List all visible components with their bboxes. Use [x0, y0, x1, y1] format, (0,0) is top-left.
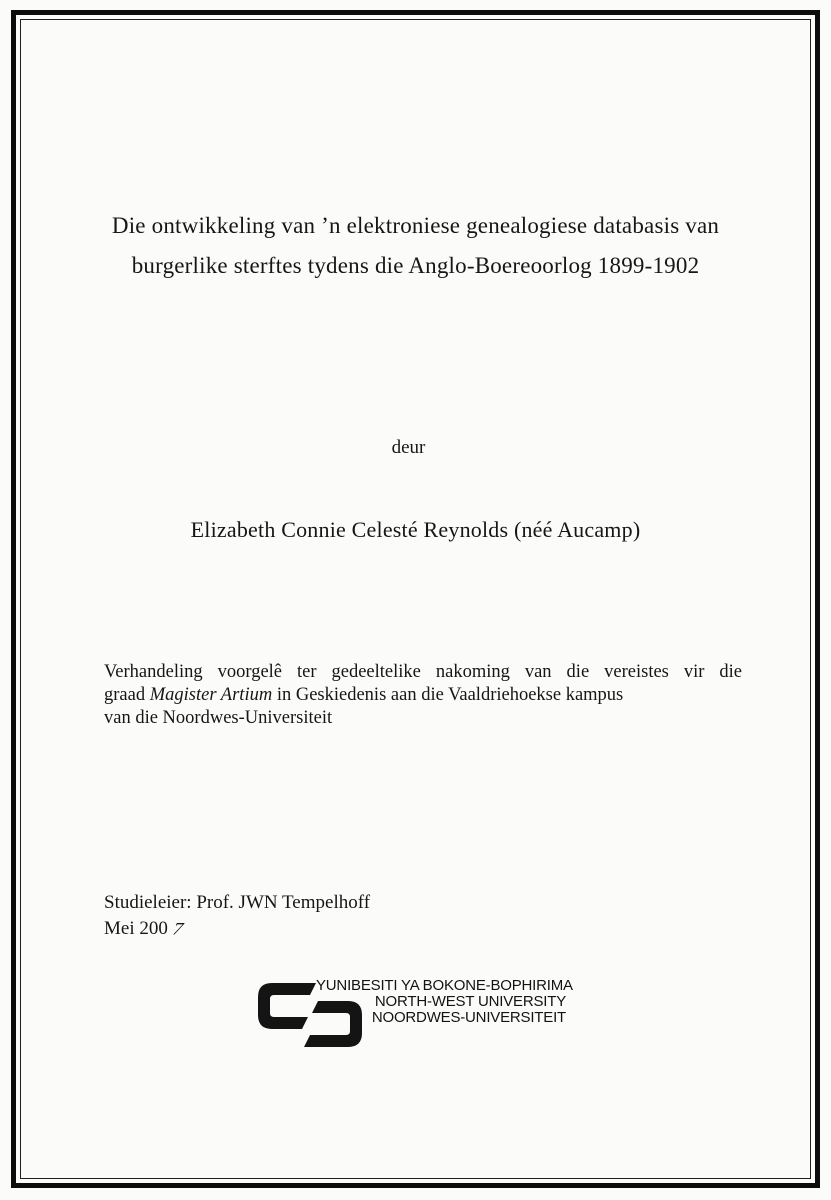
university-name-afrikaans: NOORDWES-UNIVERSITEIT [371, 1009, 566, 1027]
university-name-setswana: YUNIBESITI YA BOKONE-BOPHIRIMA [316, 977, 573, 994]
thesis-title-line2: burgerlike sterftes tydens die Anglo-Boereoorlog 1899-1902 [131, 253, 700, 278]
byline: deur [391, 437, 426, 458]
university-name-english: NORTH-WEST UNIVERSITY [374, 993, 566, 1011]
statement-line2 [104, 684, 742, 707]
university-name-block [316, 977, 573, 1027]
submission-statement [104, 661, 742, 730]
date-prefix: Mei 200 [104, 918, 168, 939]
thesis-title [60, 206, 771, 286]
thesis-title-line1: Die ontwikkeling van ’n elektroniese genealogiese databasis van [111, 213, 720, 238]
degree-name: Magister Artium [149, 685, 273, 705]
author-name: Elizabeth Connie Celesté Reynolds (néé Aucamp) [190, 517, 641, 542]
statement-line2-pre: graad [104, 685, 150, 705]
supervisor-line: Studieleier: Prof. JWN Tempelhoff [104, 892, 371, 913]
date-last-digit: 7 [168, 919, 187, 940]
statement-line2-post: in Geskiedenis aan die Vaaldriehoekse kampus [272, 685, 624, 705]
statement-line1: Verhandeling voorgelê ter gedeeltelike nakoming van die vereistes vir die [104, 662, 742, 682]
statement-line3: van die Noordwes-Universiteit [104, 708, 333, 728]
date-line [104, 916, 370, 942]
supervisor-block [104, 890, 370, 942]
